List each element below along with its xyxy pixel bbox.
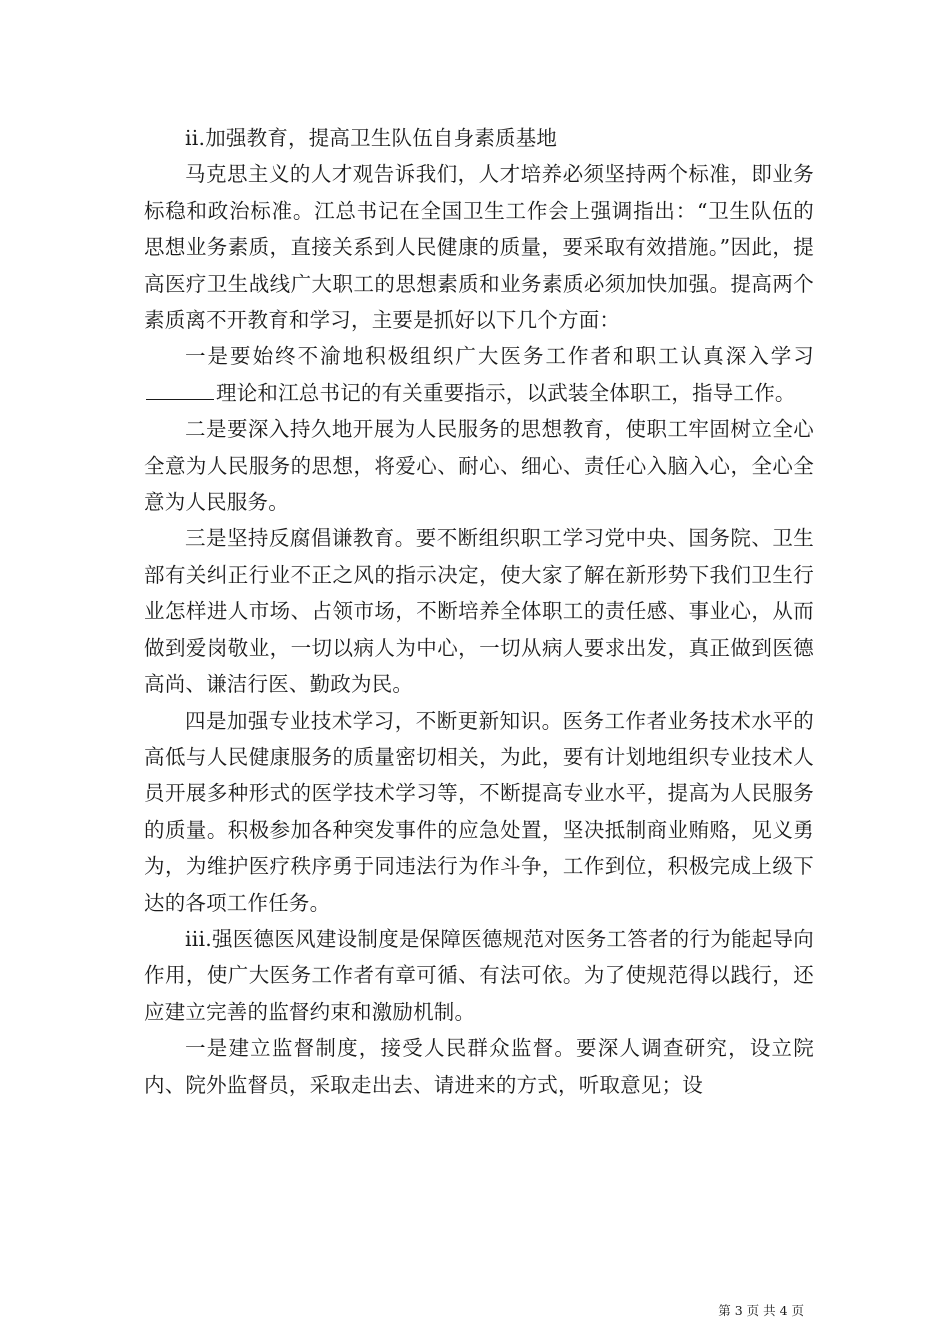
paragraph-item-4: 四是加强专业技术学习，不断更新知识。医务工作者业务技术水平的高低与人民健康服务的质量密切相关，为此，要有计划地组织专业技术人员开展多种形式的医学技术学习等，不断提高专业水平，提高为人民服务的质量。积极参加各种突发事件的应急处置，坚决抵制商业贿赂，见义勇为，为维护医疗秩序勇于同违法行为作斗争，工作到位，积极完成上级下达的各项工作任务。 <box>144 708 814 915</box>
item-1-text-end: 理论和江总书记的有关重要指示，以武装全体职工，指导工作。 <box>216 380 796 405</box>
fill-in-blank <box>146 381 214 400</box>
section-heading-iii: iii.强医德医风建设制度是保障医德规范对医务工答者的行为能起导向作用，使广大医务工作者有章可循、有法可依。为了使规范得以践行，还应建立完善的监督约束和激励机制。 <box>144 926 814 1024</box>
paragraph-intro: 马克思主义的人才观告诉我们，人才培养必须坚持两个标准，即业务标稳和政治标准。江总书记在全国卫生工作会上强调指出：“卫生队伍的思想业务素质，直接关系到人民健康的质量，要采取有效措施。”因此，提高医疗卫生战线广大职工的思想素质和业务素质必须加快加强。提高两个素质离不开教育和学习，主要是抓好以下几个方面： <box>144 162 814 333</box>
paragraph-item-3: 三是坚持反腐倡谦教育。要不断组织职工学习党中央、国务院、卫生部有关纠正行业不正之风的指示决定，使大家了解在新形势下我们卫生行业怎样进人市场、占领市场，不断培养全体职工的责任感、事业心，从而做到爱岗敬业，一切以病人为中心，一切从病人要求出发，真正做到医德高尚、谦洁行医、勤政为民。 <box>144 526 814 697</box>
document-body <box>144 120 814 1103</box>
paragraph-item-1 <box>144 338 814 411</box>
item-1-text-start: 一是要始终不渝地积极组织广大医务工作者和职工认真深入学习 <box>185 344 814 369</box>
section-heading-ii: ii.加强教育，提高卫生队伍自身素质基地 <box>185 126 558 150</box>
page-number-footer: 第 3 页 共 4 页 <box>718 1303 804 1318</box>
paragraph-item-2: 二是要深入持久地开展为人民服务的思想教育，使职工牢固树立全心全意为人民服务的思想，将爱心、耐心、细心、责任心入脑入心，全心全意为人民服务。 <box>144 417 814 515</box>
paragraph-supervision: 一是建立监督制度，接受人民群众监督。要深人调查研究，设立院内、院外监督员，采取走出去、请进来的方式，听取意见；设 <box>144 1036 814 1097</box>
